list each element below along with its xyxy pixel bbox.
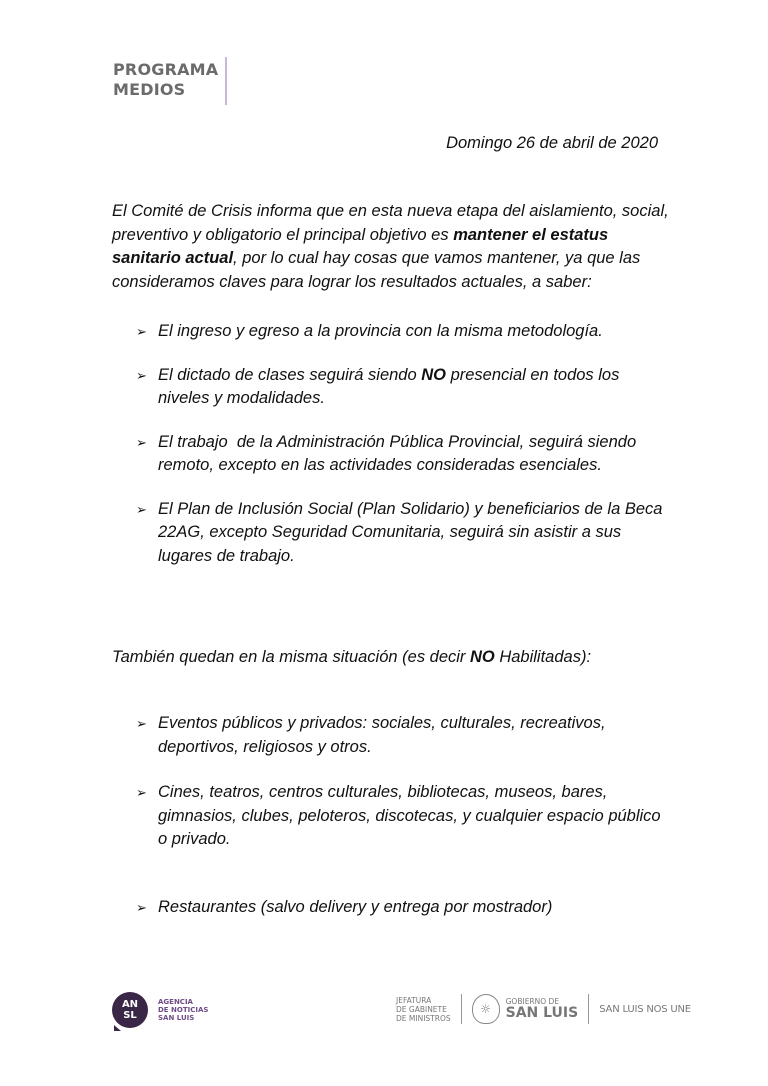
logo-line-1: PROGRAMA — [113, 60, 219, 79]
logo-line-2: MEDIOS — [113, 80, 186, 99]
not-enabled-list — [136, 712, 666, 919]
intro-paragraph — [112, 200, 672, 294]
list-item-bold: NO — [421, 365, 446, 384]
also-text-2: Habilitadas): — [494, 648, 592, 666]
ansl-text-line: DE NOTICIAS — [158, 1006, 209, 1014]
list-item-text: Eventos públicos y privados: sociales, culturales, recreativos, deportivos, religiosos y otros. — [158, 714, 606, 756]
arrow-bullet-icon: ➢ — [136, 367, 147, 383]
list-item-text: El dictado de clases seguirá siendo — [158, 365, 422, 384]
list-item-text: presencial en todos los niveles y modalidades. — [158, 365, 620, 407]
list-item — [136, 364, 666, 411]
list-item-text: El Plan de Inclusión Social (Plan Solidario) y beneficiarios de la Beca 22AG, excepto Seguridad Comunitaria, seguirá sin asistir a sus lugares de trabajo. — [158, 499, 663, 565]
programa-medios-logo — [113, 60, 218, 100]
list-item — [136, 431, 666, 478]
list-item-text: Restaurantes (salvo delivery y entrega por mostrador) — [158, 897, 553, 916]
logo-divider — [225, 57, 227, 105]
intro-bold: mantener el estatus sanitario actual — [112, 225, 609, 267]
list-item-text: El ingreso y egreso a la provincia con la misma metodología. — [158, 322, 603, 340]
jefatura-line: JEFATURA — [396, 995, 432, 1005]
ansl-logo-text-2: SL — [123, 1010, 137, 1021]
ansl-logo-text-1: AN — [121, 999, 139, 1010]
footer — [0, 990, 768, 1040]
gobierno-logo — [506, 997, 579, 1021]
government-logos — [396, 994, 691, 1024]
arrow-bullet-icon: ➢ — [136, 785, 147, 800]
list-item — [136, 896, 666, 920]
gobierno-line-1: GOBIERNO DE — [505, 997, 560, 1006]
jefatura-line: DE MINISTROS — [396, 1013, 451, 1023]
intro-text-2: , por lo cual hay cosas que vamos mantener, ya que las consideramos claves para lograr los resultados actuales, a saber: — [112, 249, 641, 291]
jefatura-line: DE GABINETE — [396, 1004, 447, 1014]
list-item-text: Cines, teatros, centros culturales, bibliotecas, museos, bares, gimnasios, clubes, peloteros, discotecas, y cualquier espacio público o privado. — [158, 783, 661, 848]
gobierno-line-2: SAN LUIS — [505, 1005, 579, 1021]
list-item — [136, 320, 666, 344]
list-item — [136, 781, 666, 852]
footer-divider — [588, 994, 589, 1024]
intro-text-1: El Comité de Crisis informa que en esta nueva etapa del aislamiento, social, preventivo y obligatorio el principal objetivo es — [112, 202, 669, 244]
list-item — [136, 712, 666, 759]
ansl-text-line: SAN LUIS — [158, 1014, 195, 1022]
document-date: Domingo 26 de abril de 2020 — [446, 134, 658, 152]
ansl-logo-icon — [112, 992, 148, 1028]
maintained-measures-list — [136, 320, 666, 568]
arrow-bullet-icon: ➢ — [136, 501, 147, 517]
province-seal-icon: ☼ — [472, 994, 500, 1024]
jefatura-text — [396, 996, 451, 1023]
list-item-text: El trabajo de la Administración Pública Provincial, seguirá siendo remoto, excepto en las actividades consideradas esenciales. — [158, 432, 641, 474]
also-bold: NO — [470, 648, 495, 666]
arrow-bullet-icon: ➢ — [136, 899, 147, 915]
also-text-1: También quedan en la misma situación (es decir — [112, 648, 470, 666]
arrow-bullet-icon: ➢ — [136, 324, 147, 339]
motto-text: SAN LUIS NOS UNE — [599, 1003, 691, 1015]
ansl-agency-name — [158, 998, 208, 1022]
footer-divider — [461, 994, 462, 1024]
arrow-bullet-icon: ➢ — [136, 716, 147, 731]
arrow-bullet-icon: ➢ — [136, 434, 147, 450]
ansl-text-line: AGENCIA — [158, 998, 193, 1006]
also-paragraph — [112, 648, 591, 667]
list-item — [136, 498, 666, 569]
